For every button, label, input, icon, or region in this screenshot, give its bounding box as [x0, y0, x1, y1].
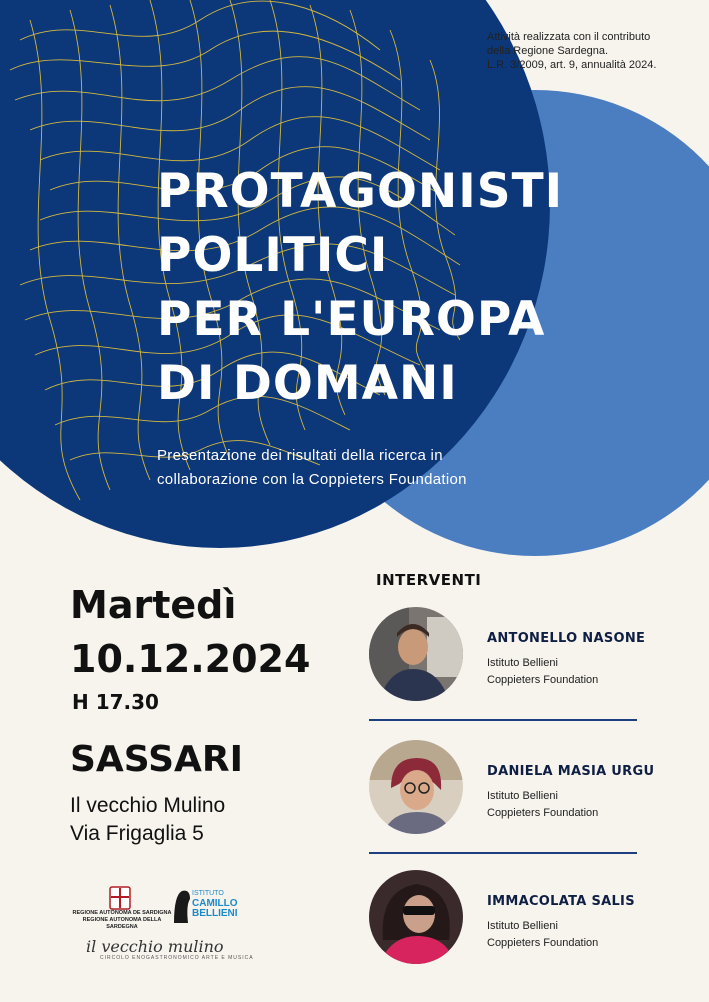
speakers-heading: INTERVENTI [376, 571, 482, 589]
speaker-affiliation-1: Istituto Bellieni [487, 790, 558, 802]
vecchio-mulino-logo: il vecchio mulino [86, 937, 224, 956]
istituto-label: ISTITUTO [192, 890, 224, 897]
contribution-line-3: L.R. 3/2009, art. 9, annualità 2024. [487, 59, 657, 71]
vecchio-mulino-subtitle: CIRCOLO ENOGASTRONOMICO ARTE E MUSICA [100, 955, 254, 961]
speaker-affiliation-2: Coppieters Foundation [487, 807, 599, 819]
contribution-note [487, 30, 687, 72]
event-time: H 17.30 [72, 690, 159, 714]
speaker-affiliation [487, 788, 598, 822]
poster-title [157, 160, 677, 416]
speaker-affiliation-2: Coppieters Foundation [487, 674, 599, 686]
contribution-line-1: Attività realizzata con il contributo [487, 31, 651, 43]
title-line-2: POLITICI [157, 228, 389, 283]
regione-sardegna-text [72, 910, 172, 931]
speaker-divider [369, 719, 637, 721]
title-line-1: PROTAGONISTI [157, 164, 564, 219]
speaker-photo [369, 870, 463, 964]
speaker-name: IMMACOLATA SALIS [487, 894, 635, 909]
speaker-card [369, 870, 689, 970]
speaker-photo [369, 740, 463, 834]
venue-name: Il vecchio Mulino [70, 794, 226, 817]
subtitle-line-1: Presentazione dei risultati della ricerca in [157, 447, 443, 464]
event-venue [70, 792, 225, 848]
istituto-bellieni-text [192, 889, 238, 919]
title-line-3: PER L'EUROPA [157, 292, 546, 347]
istituto-line-2: BELLIENI [192, 908, 238, 919]
region-line-2: REGIONE AUTONOMA DELLA SARDEGNA [82, 917, 162, 930]
event-city: SASSARI [70, 739, 244, 780]
event-day: Martedì [70, 583, 237, 627]
speaker-affiliation-1: Istituto Bellieni [487, 920, 558, 932]
speaker-affiliation-1: Istituto Bellieni [487, 657, 558, 669]
venue-address: Via Frigaglia 5 [70, 822, 204, 845]
event-date: 10.12.2024 [70, 637, 311, 681]
speaker-card [369, 740, 689, 840]
region-line-1: REGIONE AUTÒNOMA DE SARDIGNA [72, 910, 172, 916]
speaker-divider [369, 852, 637, 854]
speaker-affiliation-2: Coppieters Foundation [487, 937, 599, 949]
contribution-line-2: della Regione Sardegna. [487, 45, 609, 57]
istituto-line-1: CAMILLO [192, 898, 238, 909]
speaker-name: DANIELA MASIA URGU [487, 764, 655, 779]
poster-subtitle [157, 444, 597, 492]
title-line-4: DI DOMANI [157, 356, 458, 411]
speaker-affiliation [487, 918, 598, 952]
speaker-photo [369, 607, 463, 701]
speaker-affiliation [487, 655, 598, 689]
subtitle-line-2: collaborazione con la Coppieters Foundation [157, 471, 467, 488]
speaker-card [369, 607, 689, 707]
speaker-name: ANTONELLO NASONE [487, 631, 646, 646]
